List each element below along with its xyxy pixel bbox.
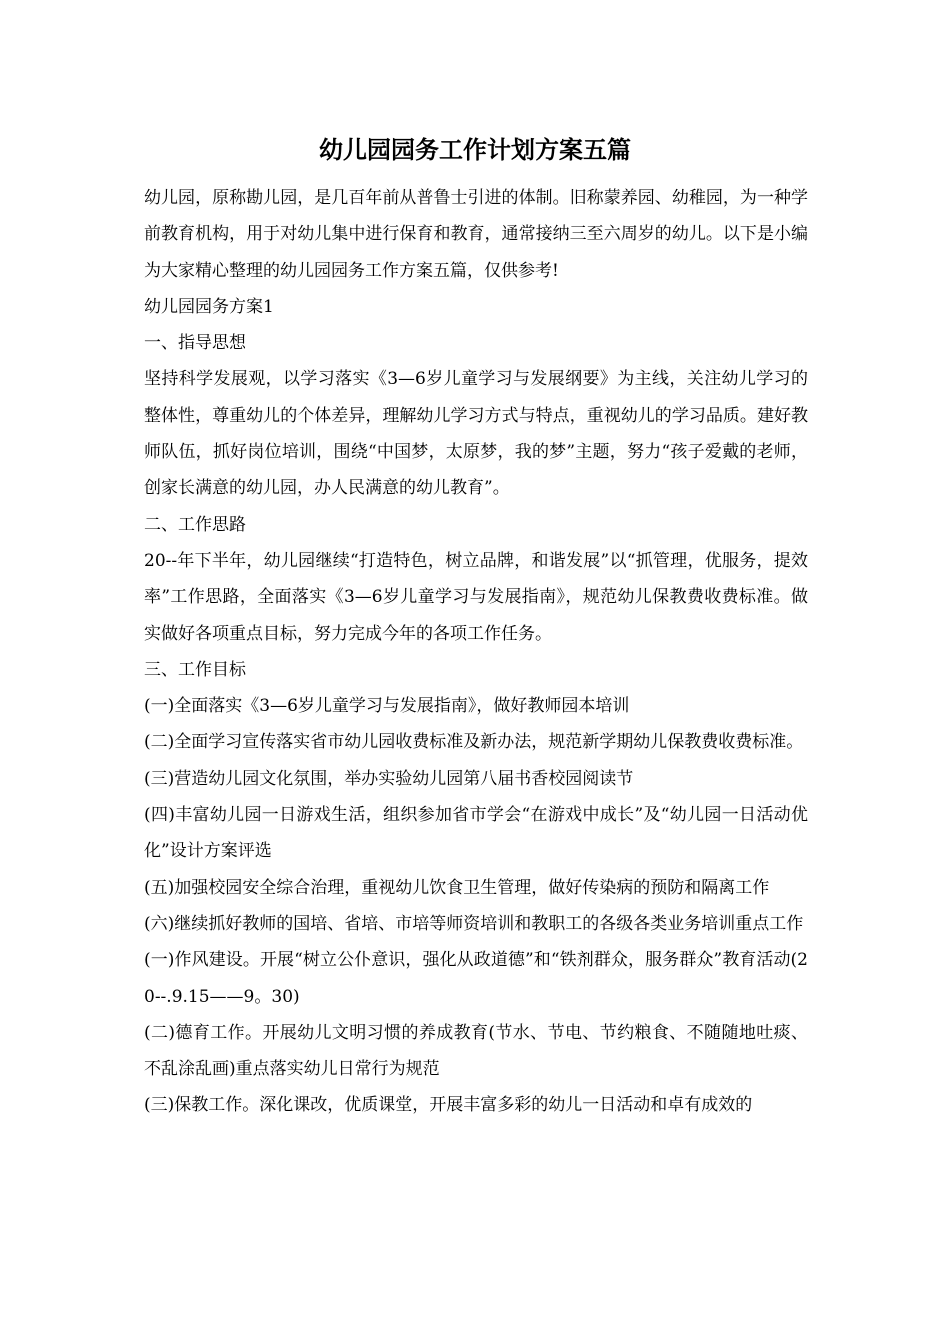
goal-item: (五)加强校园安全综合治理，重视幼儿饮食卫生管理，做好传染病的预防和隔离工作: [144, 877, 770, 898]
section-heading-work-approach: 二、工作思路: [144, 514, 246, 535]
document-title: 幼儿园园务工作计划方案五篇: [319, 135, 631, 164]
goal-item: (六)继续抓好教师的国培、省培、市培等师资培训和教职工的各级各类业务培训重点工作: [144, 913, 804, 934]
goal-item: (二)全面学习宣传落实省市幼儿园收费标准及新办法，规范新学期幼儿保教费收费标准。: [144, 732, 804, 753]
work-approach-paragraph: 20--年下半年，幼儿园继续“打造特色，树立品牌，和谐发展”以“抓管理，优服务，提效率”工作思路，全面落实《3—6岁儿童学习与发展指南》，规范幼儿保教费收费标准。做实做好各项重点目标，努力完成今年的各项工作任务。: [144, 550, 808, 644]
intro-paragraph: 幼儿园，原称勘儿园，是几百年前从普鲁士引进的体制。旧称蒙养园、幼稚园，为一种学前教育机构，用于对幼儿集中进行保育和教育，通常接纳三至六周岁的幼儿。以下是小编为大家精心整理的幼儿园园务工作方案五篇，仅供参考!: [144, 188, 808, 281]
key-work-item: (一)作风建设。开展“树立公仆意识，强化从政道德”和“铁剂群众，服务群众”教育活动(20--.9.15——9。30): [144, 950, 808, 1007]
document-body: [144, 180, 808, 1124]
key-work-item: (三)保教工作。深化课改，优质课堂，开展丰富多彩的幼儿一日活动和卓有成效的: [144, 1095, 753, 1116]
section-heading-work-goals: 三、工作目标: [144, 659, 246, 680]
goal-item: (四)丰富幼儿园一日游戏生活，组织参加省市学会“在游戏中成长”及“幼儿园一日活动优化”设计方案评选: [144, 805, 808, 862]
section-heading-guiding-ideology: 一、指导思想: [144, 333, 246, 354]
section-heading-plan-1: 幼儿园园务方案1: [144, 296, 274, 317]
guiding-ideology-paragraph: 坚持科学发展观，以学习落实《3—6岁儿童学习与发展纲要》为主线，关注幼儿学习的整体性，尊重幼儿的个体差异，理解幼儿学习方式与特点，重视幼儿的学习品质。建好教师队伍，抓好岗位培训，围绕“中国梦，太原梦，我的梦”主题，努力“孩子爱戴的老师，创家长满意的幼儿园，办人民满意的幼儿教育”。: [144, 369, 808, 499]
goal-item: (一)全面落实《3—6岁儿童学习与发展指南》，做好教师园本培训: [144, 696, 630, 717]
key-work-item: (二)德育工作。开展幼儿文明习惯的养成教育(节水、节电、节约粮食、不随随地吐痰、不乱涂乱画)重点落实幼儿日常行为规范: [144, 1022, 808, 1080]
goal-item: (三)营造幼儿园文化氛围，举办实验幼儿园第八届书香校园阅读节: [144, 768, 634, 789]
